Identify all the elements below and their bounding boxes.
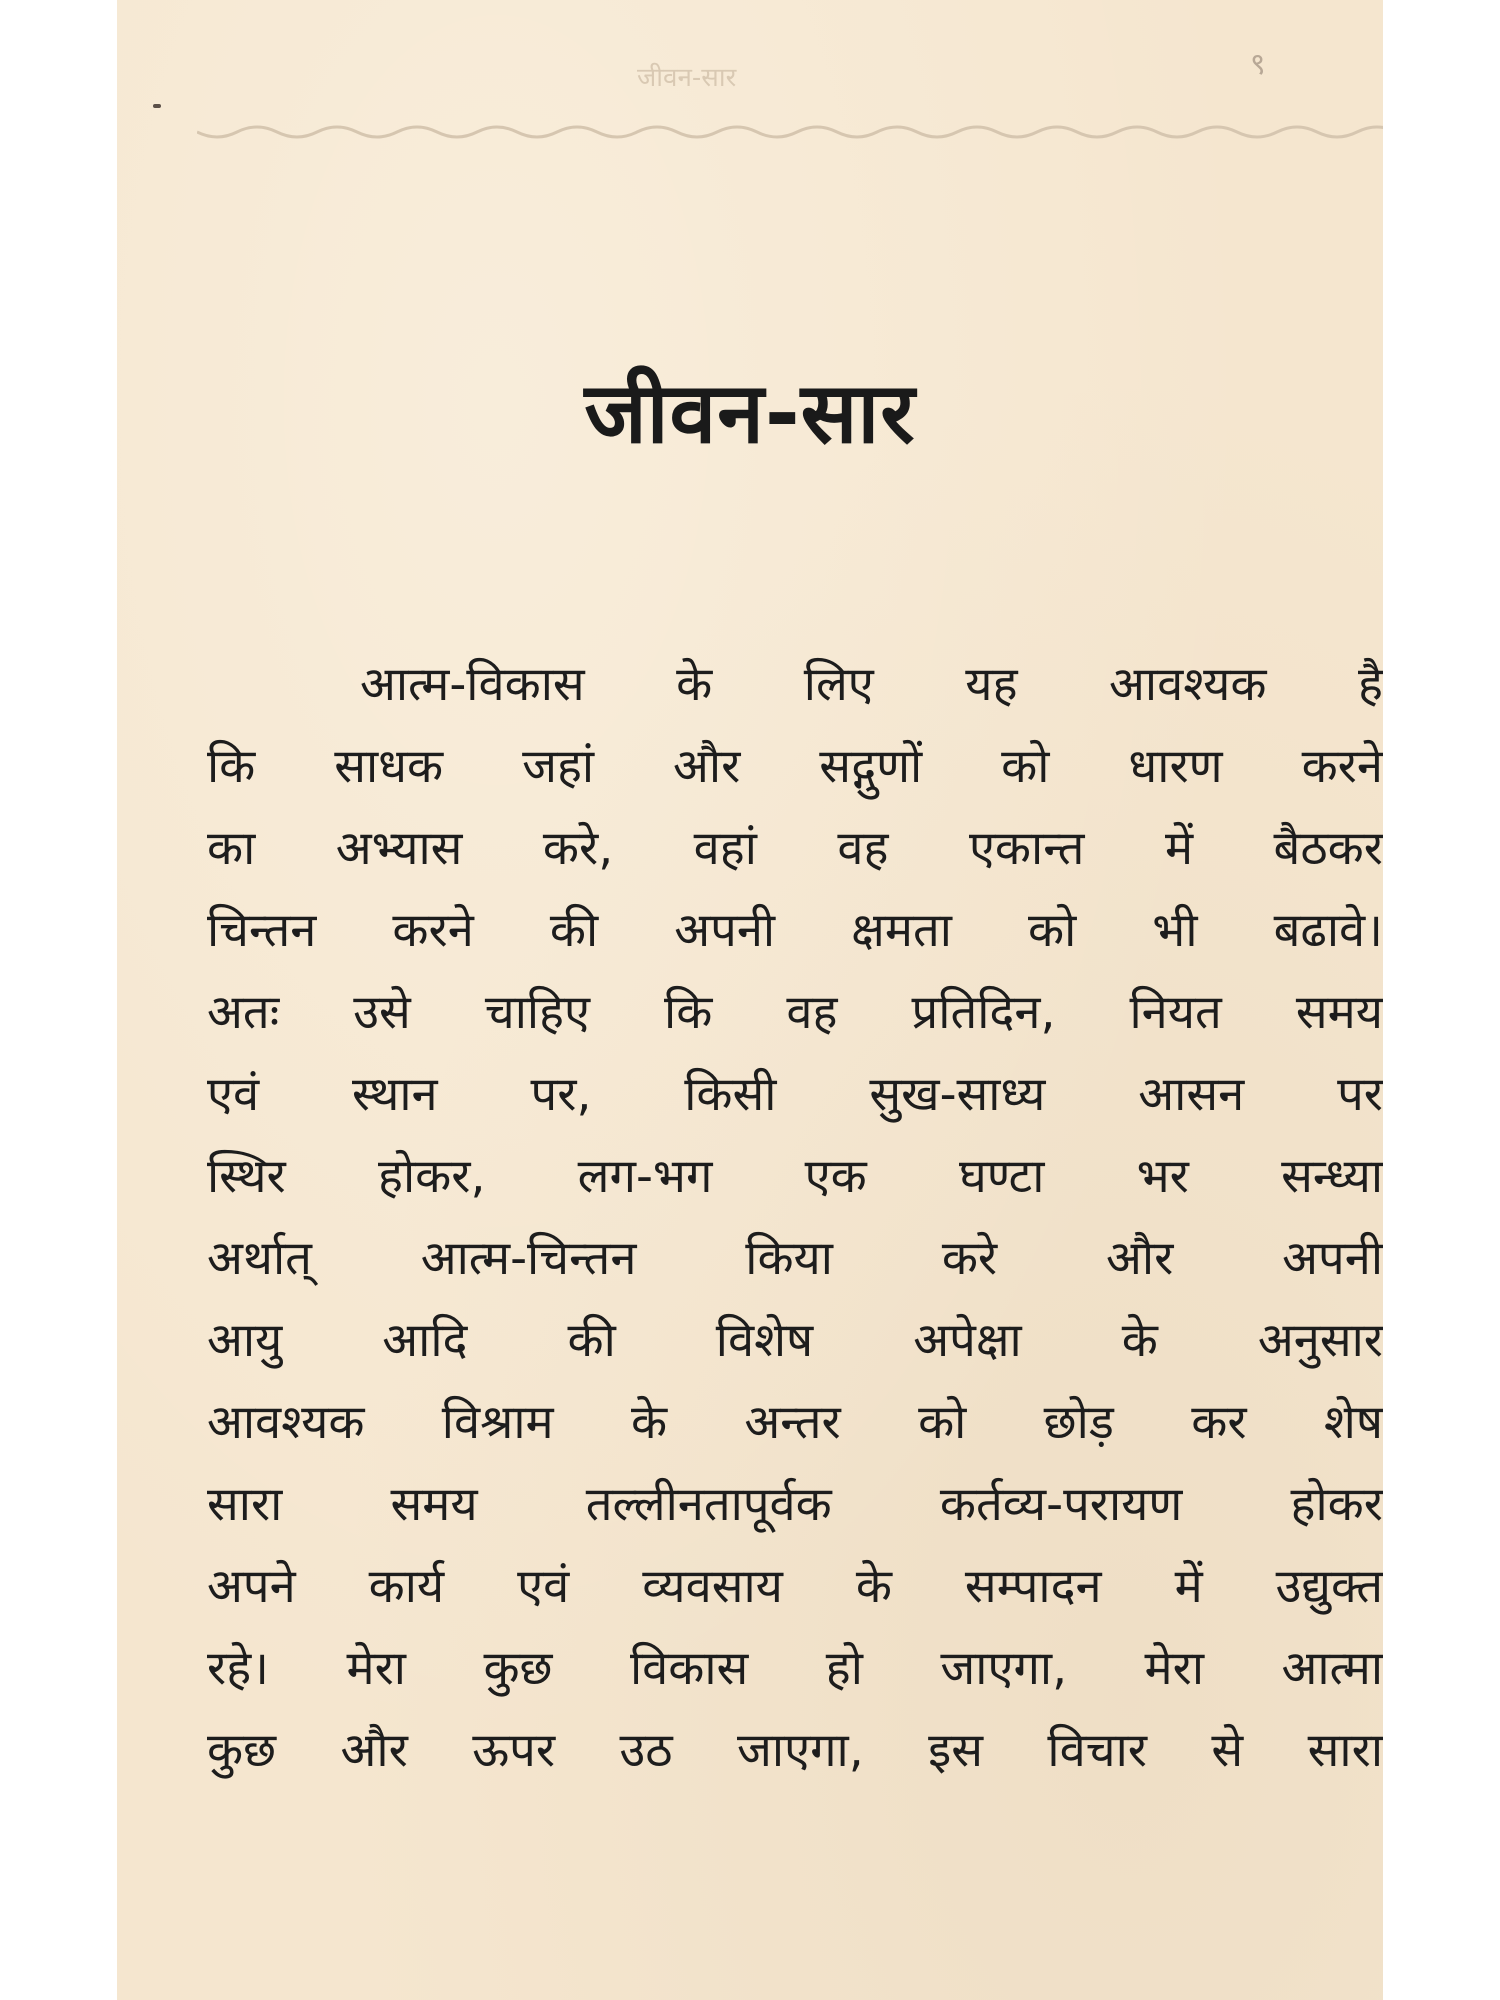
decorative-wavy-rule	[197, 120, 1383, 150]
text-line: आवश्यक विश्राम के अन्तर को छोड़ कर शेष	[207, 1395, 1383, 1450]
text-line: रहे। मेरा कुछ विकास हो जाएगा, मेरा आत्मा	[207, 1641, 1383, 1696]
text-line: स्थिर होकर, लग-भग एक घण्टा भर सन्ध्या	[207, 1149, 1383, 1204]
chapter-title: जीवन-सार	[584, 364, 916, 462]
book-page	[117, 0, 1383, 2000]
text-line: कि साधक जहां और सद्गुणों को धारण करने	[207, 739, 1383, 794]
text-line: चिन्तन करने की अपनी क्षमता को भी बढावे।	[207, 903, 1383, 958]
text-line: का अभ्यास करे, वहां वह एकान्त में बैठकर	[207, 821, 1383, 876]
text-line: आत्म-विकास के लिए यह आवश्यक है	[360, 657, 1383, 712]
text-line: अपने कार्य एवं व्यवसाय के सम्पादन में उद्युक्त	[207, 1559, 1383, 1614]
text-line: आयु आदि की विशेष अपेक्षा के अनुसार	[207, 1313, 1383, 1368]
text-line: कुछ और ऊपर उठ जाएगा, इस विचार से सारा	[207, 1723, 1383, 1778]
ink-speck	[153, 104, 161, 108]
text-line: सारा समय तल्लीनतापूर्वक कर्तव्य-परायण होकर	[207, 1477, 1383, 1532]
text-line: एवं स्थान पर, किसी सुख-साध्य आसन पर	[207, 1067, 1383, 1122]
text-line: अतः उसे चाहिए कि वह प्रतिदिन, नियत समय	[207, 985, 1383, 1040]
page-number: ९	[1250, 47, 1266, 82]
text-line: अर्थात् आत्म-चिन्तन किया करे और अपनी	[207, 1231, 1383, 1286]
running-head: जीवन-सार	[637, 63, 737, 93]
